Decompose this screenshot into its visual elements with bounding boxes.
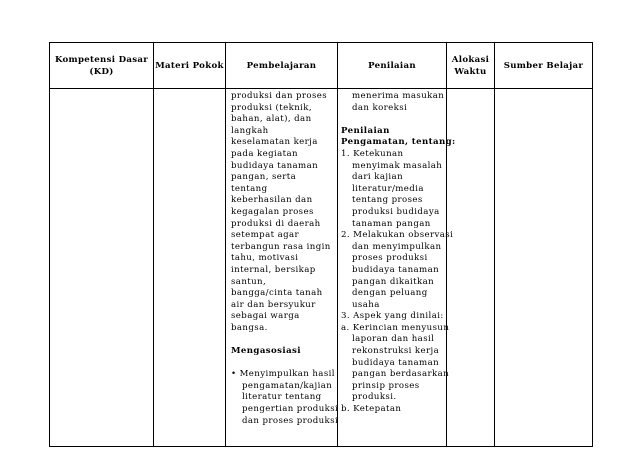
penilaian-item-text: produksi.: [352, 392, 397, 403]
penilaian-heading-line: Pengamatan, tentang:: [341, 137, 456, 148]
penilaian-item-text: dan menyimpulkan: [352, 241, 442, 252]
penilaian-item-text: usaha: [352, 299, 380, 310]
list-marker: 1.: [341, 148, 354, 159]
penilaian-intro-line: dan koreksi: [352, 102, 408, 113]
penilaian-item-text: proses produksi: [352, 253, 428, 264]
penilaian-item-text: pangan dikaitkan: [352, 276, 435, 287]
penilaian-item-text: dengan peluang: [352, 288, 428, 299]
pembelajaran-text-line: air dan bersyukur: [231, 299, 316, 310]
penilaian-item-text: budidaya tanaman: [352, 264, 440, 275]
penilaian-item-text: Kerincian menyusun: [352, 322, 450, 333]
header-alokasi-waktu: Alokasi Waktu: [447, 43, 495, 89]
penilaian-item-line: [341, 334, 446, 346]
mengasosiasi-text-line: [231, 416, 337, 428]
pembelajaran-text-line: bahan, alat), dan: [231, 114, 312, 125]
pembelajaran-text-line: pangan, serta: [231, 172, 297, 183]
header-kd: Kompetensi Dasar (KD): [50, 43, 154, 89]
cell-sumber-belajar: [495, 89, 593, 447]
pembelajaran-text-line: tentang: [231, 183, 268, 194]
mengasosiasi-text-line: [231, 392, 337, 404]
mengasosiasi-text: literatur tentang: [242, 392, 322, 403]
penilaian-heading-line: Penilaian: [341, 125, 390, 136]
pembelajaran-text-line: langkah: [231, 125, 269, 136]
penilaian-item-line: [341, 172, 446, 184]
penilaian-item-line: [341, 288, 446, 300]
list-marker: b.: [341, 404, 354, 415]
penilaian-item-line: [341, 322, 450, 335]
penilaian-item-line: [341, 230, 454, 242]
penilaian-item-line: [341, 265, 446, 277]
penilaian-item-line: [341, 219, 446, 231]
penilaian-item-line: [341, 311, 446, 323]
pembelajaran-text-line: produksi di daerah: [231, 218, 321, 229]
pembelajaran-text-line: kegagalan proses: [231, 206, 314, 217]
pembelajaran-text-line: terbangun rasa ingin: [231, 241, 331, 252]
cell-kd: [50, 89, 154, 447]
penilaian-item-text: dari kajian: [352, 172, 404, 183]
mengasosiasi-heading: Mengasosiasi: [231, 346, 301, 357]
list-marker: a.: [341, 322, 353, 333]
pembelajaran-text-line: produksi dan proses: [231, 91, 328, 101]
pembelajaran-text-line: santun,: [231, 276, 267, 287]
pembelajaran-text-line: produksi (teknik,: [231, 102, 313, 113]
spacer: [341, 114, 446, 126]
header-materi-pokok: Materi Pokok: [154, 43, 226, 89]
cell-penilaian: [338, 89, 456, 447]
penilaian-item-text: prinsip proses: [352, 380, 420, 391]
penilaian-item-line: [341, 277, 446, 289]
penilaian-item-line: [341, 300, 446, 312]
penilaian-item-line: [341, 358, 446, 370]
penilaian-item-line: [341, 195, 446, 207]
penilaian-item-text: budidaya tanaman: [352, 357, 440, 368]
mengasosiasi-text: pengamatan/kajian: [242, 380, 333, 391]
bullet-icon: •: [231, 369, 240, 380]
spacer: [231, 334, 337, 346]
penilaian-item-line: [341, 381, 446, 393]
pembelajaran-text-line: keselamatan kerja: [231, 137, 318, 148]
penilaian-item-text: Ketekunan: [353, 148, 404, 159]
penilaian-item-line: [341, 369, 450, 381]
header-penilaian: Penilaian: [338, 43, 447, 89]
pembelajaran-text-line: budidaya tanaman: [231, 160, 319, 171]
penilaian-item-line: [341, 392, 446, 404]
penilaian-item-text: pangan berdasarkan: [352, 369, 450, 380]
list-marker: 3.: [341, 311, 354, 322]
pembelajaran-text-line: internal, bersikap: [231, 264, 316, 275]
penilaian-item-text: Ketepatan: [353, 404, 402, 415]
penilaian-item-line: [341, 253, 446, 265]
penilaian-item-text: tentang proses: [352, 195, 423, 206]
penilaian-item-text: menyimak masalah: [352, 160, 443, 171]
header-sumber-belajar: Sumber Belajar: [495, 43, 593, 89]
penilaian-item-text: produksi budidaya: [352, 206, 440, 217]
penilaian-item-text: laporan dan hasil: [352, 334, 435, 345]
spacer: [231, 358, 337, 370]
mengasosiasi-text: Menyimpulkan hasil: [239, 369, 335, 380]
penilaian-item-line: [341, 149, 446, 161]
cell-materi-pokok: [154, 89, 226, 447]
cell-pembelajaran: [226, 89, 338, 447]
table-header-row: [50, 43, 593, 89]
pembelajaran-text-line: tahu, motivasi: [231, 253, 299, 264]
pembelajaran-text-line: setempat agar: [231, 230, 300, 241]
pembelajaran-text-line: keberhasilan dan: [231, 195, 313, 206]
pembelajaran-text-line: pada kegiatan: [231, 148, 298, 159]
header-pembelajaran: Pembelajaran: [226, 43, 338, 89]
mengasosiasi-text-line: [231, 404, 337, 416]
mengasosiasi-text-line: [231, 381, 337, 393]
pembelajaran-text-line: bangga/cinta tanah: [231, 288, 323, 299]
penilaian-item-line: [341, 207, 446, 219]
penilaian-item-line: [341, 161, 446, 173]
table-row: [50, 89, 593, 447]
penilaian-item-text: Melakukan observasi: [353, 230, 454, 241]
penilaian-item-text: Aspek yang dinilai:: [353, 311, 444, 322]
penilaian-item-text: literatur/media: [352, 183, 424, 194]
syllabus-table: [49, 42, 593, 447]
penilaian-item-line: [341, 184, 446, 196]
mengasosiasi-text: pengertian produksi: [242, 404, 339, 415]
list-marker: 2.: [341, 230, 354, 241]
penilaian-item-text: tanaman pangan: [352, 218, 431, 229]
penilaian-item-line: [341, 346, 446, 358]
pembelajaran-text-line: sebagai warga: [231, 311, 300, 322]
mengasosiasi-text-line: [231, 369, 337, 381]
penilaian-item-line: [341, 404, 446, 416]
penilaian-item-text: rekonstruksi kerja: [352, 346, 440, 357]
pembelajaran-text-line: bangsa.: [231, 322, 268, 333]
mengasosiasi-text: dan proses produksi: [242, 415, 339, 426]
penilaian-item-line: [341, 242, 446, 254]
penilaian-intro-line: menerima masukan: [352, 91, 445, 101]
